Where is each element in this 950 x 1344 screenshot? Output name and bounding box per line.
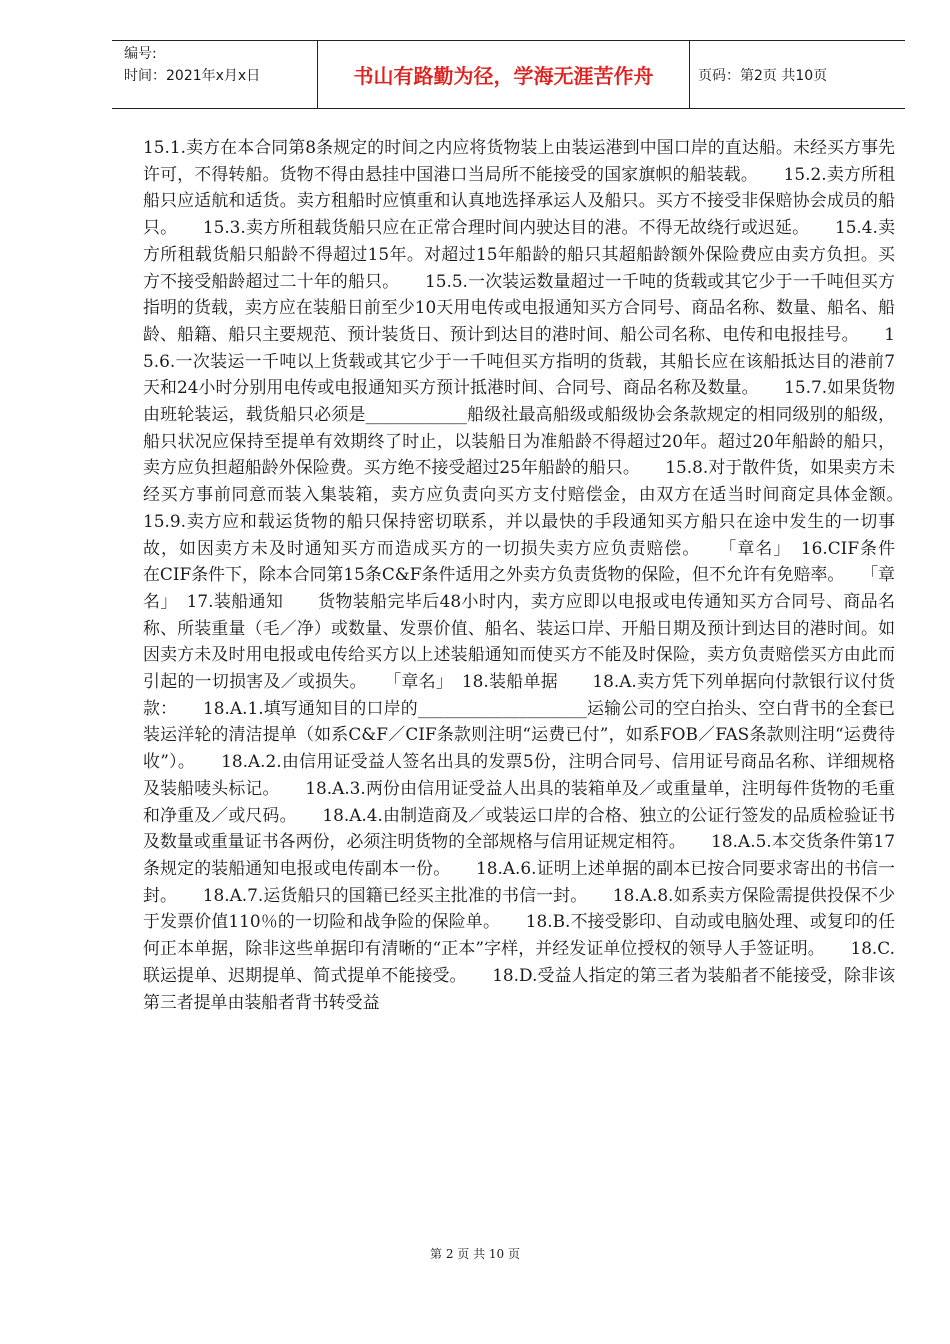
document-header [112,40,905,109]
contract-body-text: 15.1.卖方在本合同第8条规定的时间之内应将货物装上由装运港到中国口岸的直达船。未经买方事先许可，不得转船。货物不得由悬挂中国港口当局所不能接受的国家旗帜的船装载。 15.2.卖方所租船只应适航和适货。卖方租船时应慎重和认真地选择承运人及船只。买方不接受非保赔协会成员的船只。 15.3.卖方所租载货船只应在正常合理时间内驶达目的港。不得无故绕行或迟延。 15.4.卖方所租载货船只船龄不得超过15年。对超过15年船龄的船只其超船龄额外保险费应由卖方负担。买方不接受船龄超过二十年的船只。 15.5.一次装运数量超过一千吨的货载或其它少于一千吨但买方指明的货载，卖方应在装船日前至少10天用电传或电报通知买方合同号、商品名称、数量、船名、船龄、船籍、船只主要规范、预计装货日、预计到达目的港时间、船公司名称、电传和电报挂号。 15.6.一次装运一千吨以上货载或其它少于一千吨但买方指明的货载，其船长应在该船抵达目的港前7天和24小时分别用电传或电报通知买方预计抵港时间、合同号、商品名称及数量。 15.7.如果货物由班轮装运，载货船只必须是____________船级社最高船级或船级协会条款规定的相同级别的船级，船只状况应保持至提单有效期终了时止，以装船日为准船龄不得超过20年。超过20年船龄的船只，卖方应负担超船龄外保险费。买方绝不接受超过25年船龄的船只。 15.8.对于散件货，如果卖方未经买方事前同意而装入集装箱，卖方应负责向买方支付赔偿金，由双方在适当时间商定具体金额。 15.9.卖方应和载运货物的船只保持密切联系，并以最快的手段通知买方船只在途中发生的一切事故，如因卖方未及时通知买方而造成买方的一切损失卖方应负责赔偿。 「章名」 16.CIF条件 在CIF条件下，除本合同第15条C&F条件适用之外卖方负责货物的保险，但不允许有免赔率。 「章名」 17.装船通知 货物装船完毕后48小时内，卖方应即以电报或电传通知买方合同号、商品名称、所装重量（毛／净）或数量、发票价值、船名、装运口岸、开船日期及预计到达目的港时间。如因卖方未及时用电报或电传给买方以上述装船通知而使买方不能及时保险，卖方负责赔偿买方由此而引起的一切损害及／或损失。 「章名」 18.装船单据 18.A.卖方凭下列单据向付款银行议付货款： 18.A.1.填写通知目的口岸的____________________运输公司的空白抬头、空白背书的全套已装运洋轮的清洁提单（如系C&F／CIF条款则注明“运费已付”，如系FOB／FAS条款则注明“运费待收”）。 18.A.2.由信用证受益人签名出具的发票5份，注明合同号、信用证号商品名称、详细规格及装船唛头标记。 18.A.3.两份由信用证受益人出具的装箱单及／或重量单，注明每件货物的毛重和净重及／或尺码。 18.A.4.由制造商及／或装运口岸的合格、独立的公证行签发的品质检验证书及数量或重量证书各两份，必须注明货物的全部规格与信用证规定相符。 18.A.5.本交货条件第17条规定的装船通知电报或电传副本一份。 18.A.6.证明上述单据的副本已按合同要求寄出的书信一封。 18.A.7.运货船只的国籍已经买主批准的书信一封。 18.A.8.如系卖方保险需提供投保不少于发票价值110％的一切险和战争险的保险单。 18.B.不接受影印、自动或电脑处理、或复印的任何正本单据，除非这些单据印有清晰的“正本”字样，并经发证单位授权的领导人手签证明。 18.C.联运提单、迟期提单、简式提单不能接受。 18.D.受益人指定的第三者为装船者不能接受，除非该第三者提单由装船者背书转受益 [143,137,929,1012]
header-page-label: 页码：第2页 共10页 [698,67,828,84]
date-label: 时间：2021年x月x日 [124,68,261,84]
number-label: 编号: [124,46,157,62]
header-meta [112,41,317,108]
header-motto: 书山有路勤为径，学海无涯苦作舟 [317,41,690,108]
page-footer: 第 2 页 共 10 页 [430,1247,520,1261]
